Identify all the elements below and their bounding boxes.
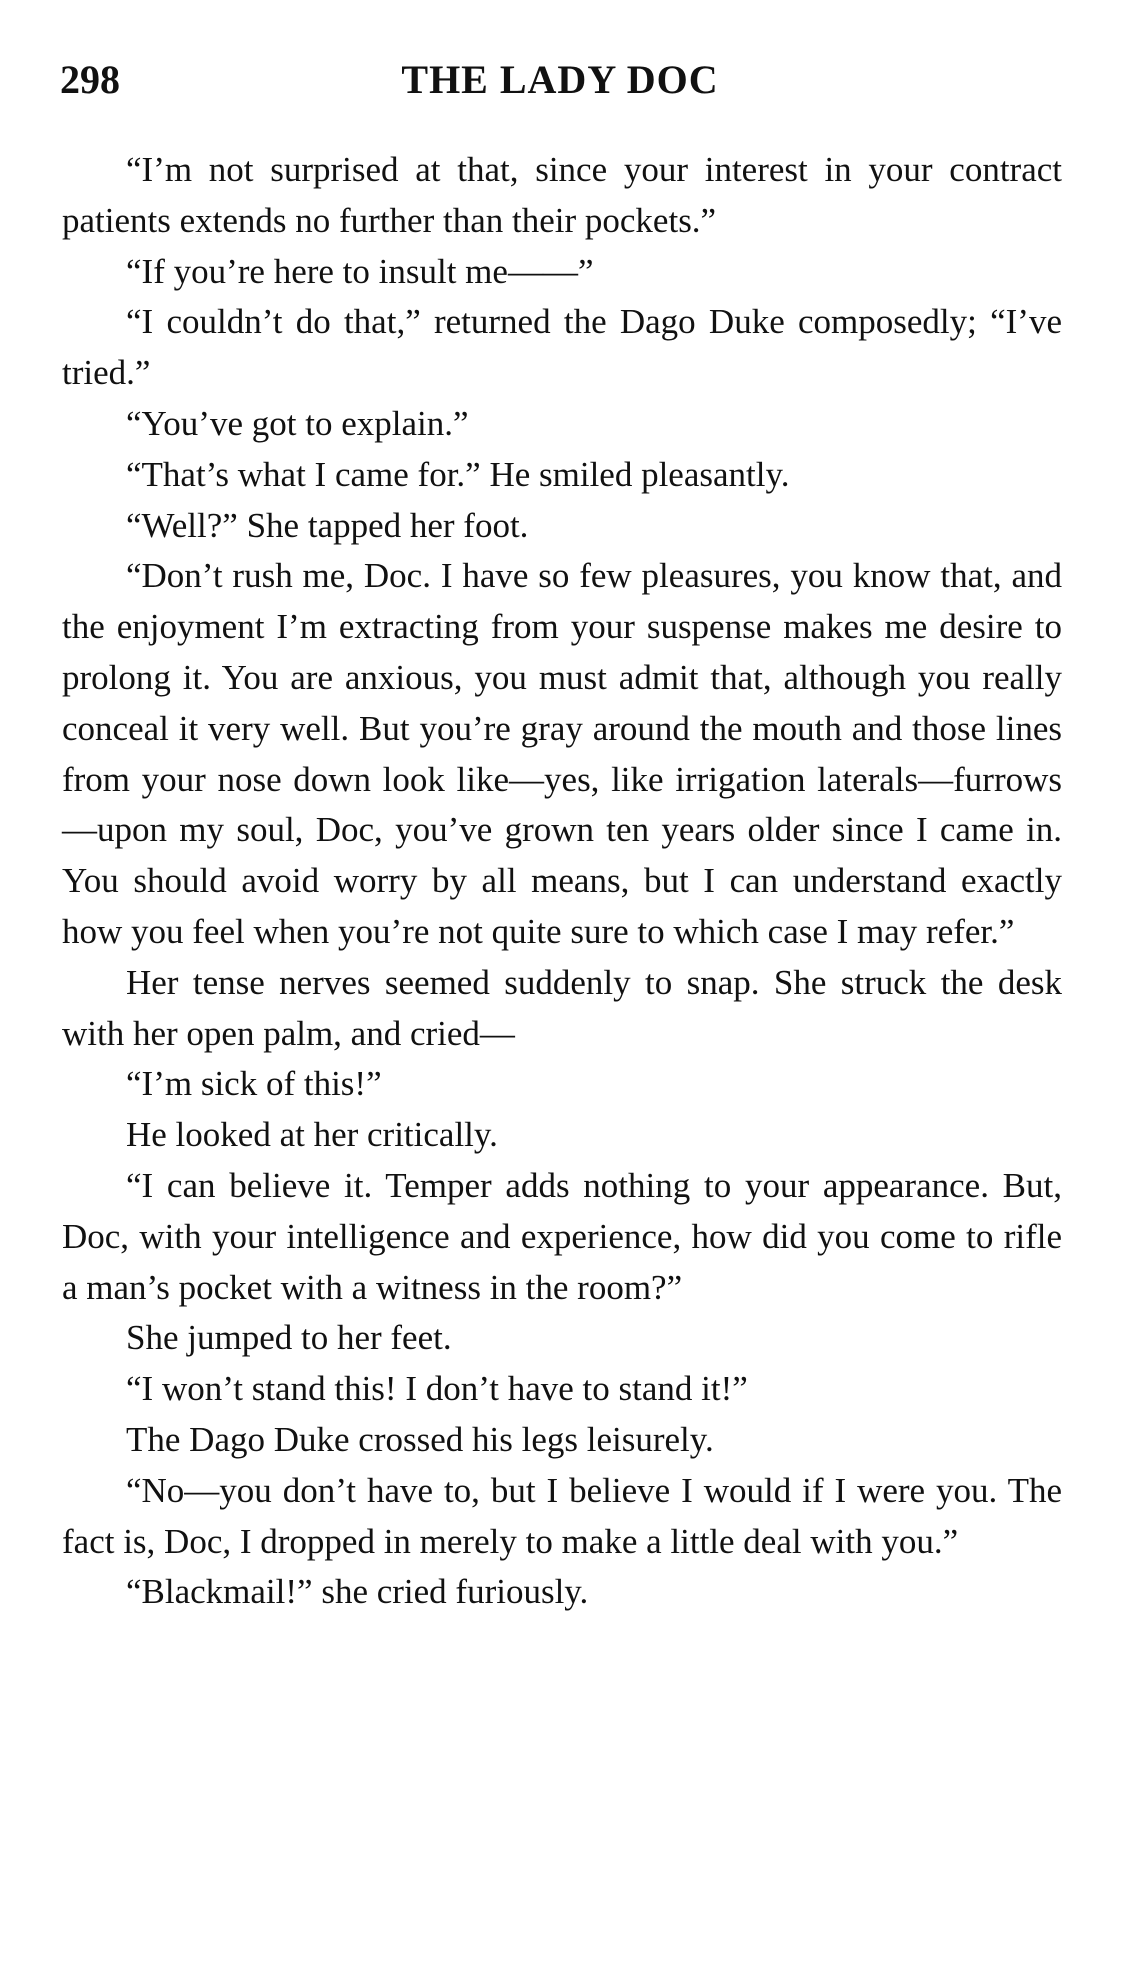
page-number: 298	[60, 57, 120, 102]
paragraph: “That’s what I came for.” He smiled pleasantly.	[126, 454, 790, 494]
paragraph: “No—you don’t have to, but I believe I would if I were you. The fact is, Doc, I dropped in merely to make a little deal with you.”	[62, 1470, 1062, 1561]
paragraph: “I won’t stand this! I don’t have to stand it!”	[126, 1369, 748, 1409]
paragraph: “I’m not surprised at that, since your interest in your contract patients extends no further than their pockets.”	[62, 150, 1062, 240]
paragraph: “If you’re here to insult me——”	[126, 251, 594, 291]
paragraph: Her tense nerves seemed suddenly to snap. She struck the desk with her open palm, and cried—	[62, 962, 1062, 1053]
paragraph: “I’m sick of this!”	[126, 1064, 382, 1104]
paragraph: He looked at her critically.	[126, 1115, 498, 1155]
paragraph: “Well?” She tapped her foot.	[126, 505, 529, 545]
body-text	[62, 145, 1062, 1618]
paragraph: “Don’t rush me, Doc. I have so few pleasures, you know that, and the enjoyment I’m extracting from your suspense makes me desire to prolong it. You are anxious, you must admit that, although you really conceal it very well. But you’re gray around the mouth and those lines from your nose down look like—yes, like irrigation laterals—furrows—upon my soul, Doc, you’ve grown ten years older since I came in. You should avoid worry by all means, but I can understand exactly how you feel when you’re not quite sure to which case I may refer.”	[62, 556, 1062, 951]
page-header	[60, 55, 1060, 105]
paragraph: “I couldn’t do that,” returned the Dago Duke composedly; “I’ve tried.”	[62, 302, 1062, 393]
paragraph: She jumped to her feet.	[126, 1318, 452, 1358]
paragraph: “Blackmail!” she cried furiously.	[126, 1572, 589, 1612]
paragraph: The Dago Duke crossed his legs leisurely.	[126, 1419, 714, 1459]
running-title: THE LADY DOC	[401, 57, 719, 102]
paragraph: “You’ve got to explain.”	[126, 403, 469, 443]
paragraph: “I can believe it. Temper adds nothing to your appearance. But, Doc, with your intelligence and experience, how did you come to rifle a man’s pocket with a witness in the room?”	[62, 1165, 1062, 1307]
